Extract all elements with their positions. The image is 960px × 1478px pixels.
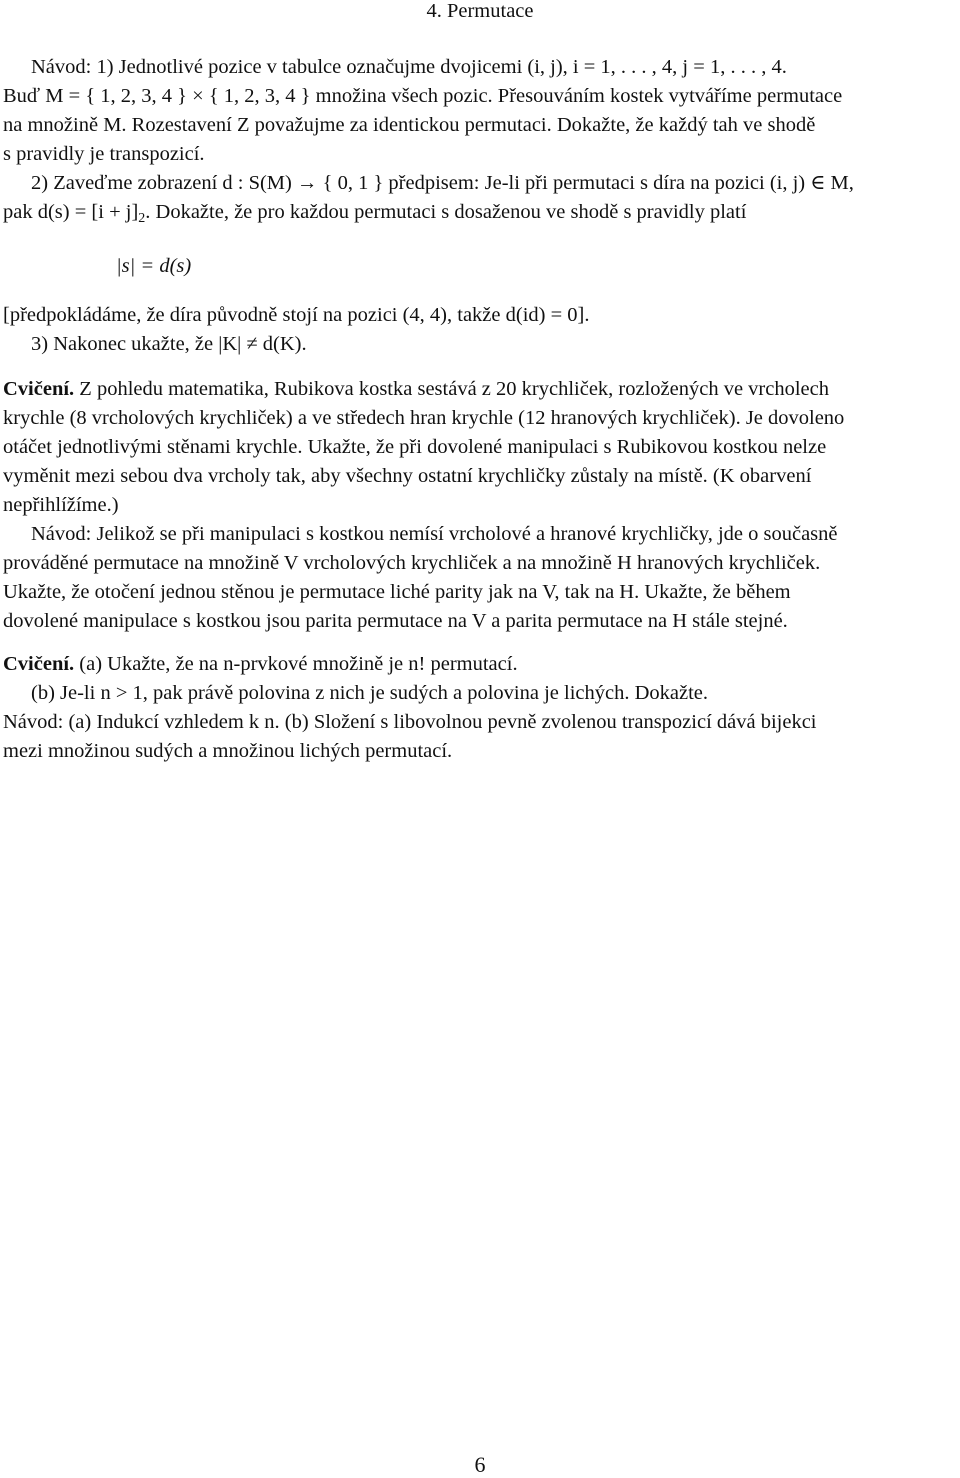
hint2-line2-subscript: 2 <box>138 211 146 226</box>
page-number: 6 <box>474 1452 486 1477</box>
exercise1-label: Cvičení. <box>3 378 75 400</box>
hint2-line2 <box>3 198 955 233</box>
hint2-line2-post: . Dokažte, že pro každou permutaci s dosaženou ve shodě s pravidly platí <box>145 201 747 223</box>
exercise1-line1-text: Z pohledu matematika, Rubikova kostka sestává z 20 krychliček, rozložených ve vrcholech <box>74 378 829 400</box>
exercise2-line3: Návod: (a) Indukcí vzhledem k n. (b) Složení s libovolnou pevně zvolenou transpozicí dává bijekci <box>3 711 817 733</box>
exercise2-line2: (b) Je-li n > 1, pak právě polovina z nich je sudých a polovina je lichých. Dokažte. <box>31 682 709 704</box>
exercise2-line4: mezi množinou sudých a množinou lichých permutací. <box>3 740 453 762</box>
spacer <box>3 359 955 375</box>
page-body <box>3 53 955 766</box>
hint1-line1: Návod: 1) Jednotlivé pozice v tabulce označujme dvojicemi (i, j), i = 1, . . . , 4, j = 1, . . . , 4. <box>31 56 787 78</box>
hint2-line2-pre: pak d(s) = [i + j] <box>3 201 139 223</box>
exercise1-line5: nepřihlížíme.) <box>3 494 119 516</box>
exercise1-line2: krychle (8 vrcholových krychliček) a ve středech hran krychle (12 hranových krychliček). Je dovoleno <box>3 407 845 429</box>
spacer <box>3 291 955 301</box>
running-head: 4. Permutace <box>426 0 534 22</box>
display-equation: |s| = d(s) <box>116 255 192 277</box>
hint1-line2: Buď M = { 1, 2, 3, 4 } × { 1, 2, 3, 4 } množina všech pozic. Přesouváním kostek vytváříme permutace <box>3 85 843 107</box>
hint1-line3: na množině M. Rozestavení Z považujme za identickou permutaci. Dokažte, že každý tah ve shodě <box>3 114 816 136</box>
hint2b-line2: 3) Nakonec ukažte, že |K| ≠ d(K). <box>31 333 307 355</box>
hint2-line1: 2) Zaveďme zobrazení d : S(M) → { 0, 1 } předpisem: Je-li při permutaci s díra na pozici (i, j) ∈ M, <box>31 172 854 194</box>
hint2b-line1: [předpokládáme, že díra původně stojí na pozici (4, 4), takže d(id) = 0]. <box>3 304 590 326</box>
exercise1-line4: vyměnit mezi sebou dva vrcholy tak, aby všechny ostatní krychličky zůstaly na místě. (K obarvení <box>3 465 812 487</box>
hint1-line4: s pravidly je transpozicí. <box>3 143 205 165</box>
exercise1-hint-line3: Ukažte, že otočení jednou stěnou je permutace liché parity jak na V, tak na H. Ukažte, že během <box>3 581 791 603</box>
exercise1-hint-line4: dovolené manipulace s kostkou jsou parita permutace na V a parita permutace na H stále stejné. <box>3 610 788 632</box>
exercise1-line1 <box>3 375 955 404</box>
exercise1-line3: otáčet jednotlivými stěnami krychle. Ukažte, že při dovolené manipulaci s Rubikovou kostkou nelze <box>3 436 827 458</box>
spacer <box>3 636 955 650</box>
exercise1-hint-line1: Návod: Jelikož se při manipulaci s kostkou nemísí vrcholové a hranové krychličky, jde o současně <box>31 523 838 545</box>
exercise2-line1-text: (a) Ukažte, že na n-prvkové množině je n! permutací. <box>74 653 518 675</box>
exercise2-line1 <box>3 650 955 679</box>
exercise1-hint-line2: prováděné permutace na množině V vrcholových krychliček a na množině H hranových krychliček. <box>3 552 821 574</box>
exercise2-label: Cvičení. <box>3 653 75 675</box>
